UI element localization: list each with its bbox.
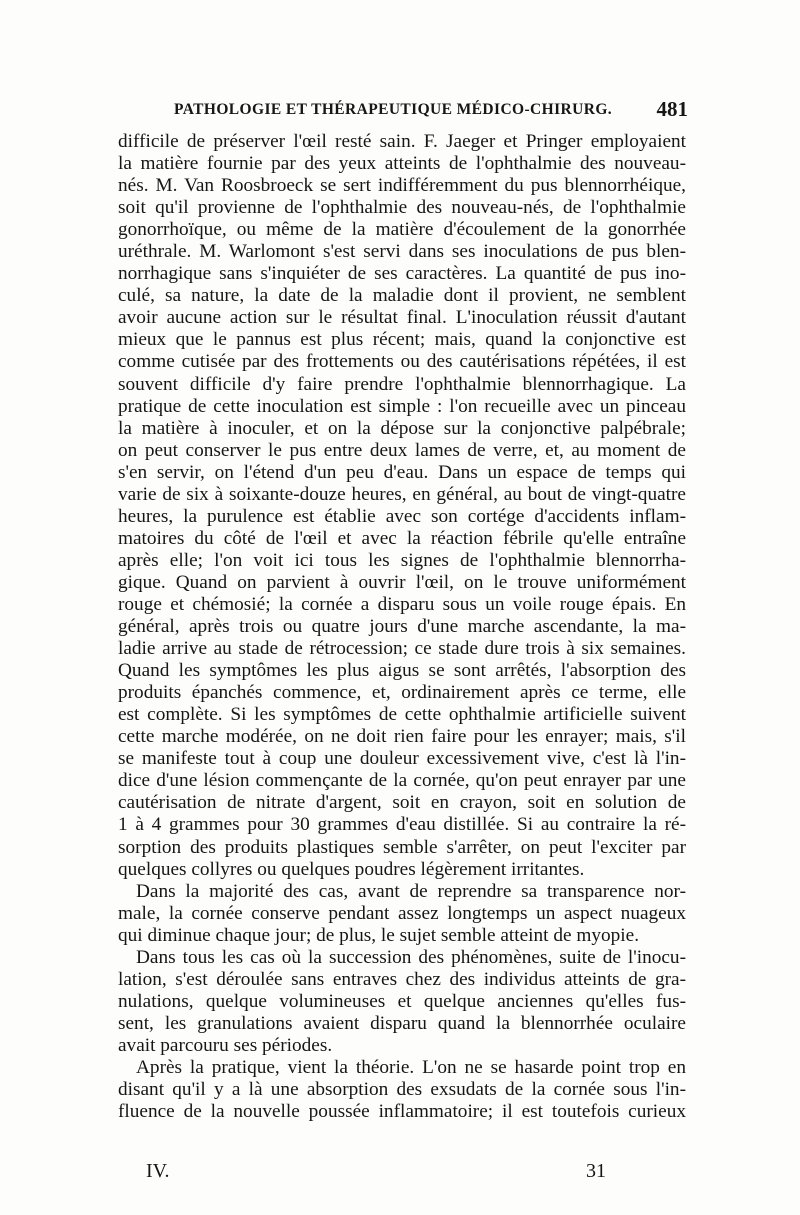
folio-number: 31 [586,1160,606,1182]
text-line: nés. M. Van Roosbroeck se sert indifféremment du pus blennorrhéique, [118,175,686,197]
text-line: varie de six à soixante-douze heures, en général, au bout de vingt-quatre [118,483,686,505]
text-line: ladie arrive au stade de rétrocession; ce stade dure trois à six semaines. [118,638,686,660]
text-line: cette marche modérée, on ne doit rien faire pour les enrayer; mais, s'il [118,726,686,748]
body-text [118,131,686,1123]
page-footer [146,1160,606,1190]
signature-mark: IV. [146,1160,170,1182]
text-line: pratique de cette inoculation est simple : l'on recueille avec un pinceau [118,395,686,417]
text-line: Dans tous les cas où la succession des phénomènes, suite de l'inocu- [136,946,686,968]
text-line: uréthrale. M. Warlomont s'est servi dans ses inoculations de pus blen- [118,241,686,263]
text-line: nulations, quelque volumineuses et quelque anciennes qu'elles fus- [118,990,686,1012]
text-line: on peut conserver le pus entre deux lames de verre, et, au moment de [118,439,686,461]
text-line: avait parcouru ses périodes. [118,1034,333,1056]
text-line: gonorrhoïque, ou même de la matière d'écoulement de la gonorrhée [118,219,686,241]
text-line: difficile de préserver l'œil resté sain. F. Jaeger et Pringer employaient [118,131,686,152]
text-line: général, après trois ou quatre jours d'une marche ascendante, la ma- [118,616,686,638]
text-line: Quand les symptômes les plus aigus se sont arrêtés, l'absorption des [118,660,686,682]
text-line: produits épanchés commence, et, ordinairement après ce terme, elle [118,682,686,704]
text-line: rouge et chémosié; la cornée a disparu sous un voile rouge épais. En [118,593,686,615]
text-line: avoir aucune action sur le résultat final. L'inoculation réussit d'autant [118,307,686,329]
text-line: la matière à inoculer, et on la dépose sur la conjonctive palpébrale; [118,417,686,439]
text-line: disant qu'il y a là une absorption des exsudats de la cornée sous l'in- [118,1079,686,1101]
text-line: dice d'une lésion commençante de la cornée, qu'on peut enrayer par une [118,770,686,792]
text-line: sorption des produits plastiques semble s'arrêter, on peut l'exciter par [118,836,686,858]
text-line: qui diminue chaque jour; de plus, le sujet semble atteint de myopie. [118,924,640,946]
text-line: sent, les granulations avaient disparu quand la blennorrhée oculaire [118,1012,686,1034]
text-line: fluence de la nouvelle poussée inflammatoire; il est toutefois curieux [118,1101,686,1123]
text-line: après elle; l'on voit ici tous les signes de l'ophthalmie blennorrha- [118,549,686,571]
text-line: quelques collyres ou quelques poudres légèrement irritantes. [118,858,585,880]
text-line: comme cutisée par des frottements ou des cautérisations répétées, il est [118,351,686,373]
text-line: Après la pratique, vient la théorie. L'on ne se hasarde point trop en [136,1056,686,1078]
text-line: la matière fournie par des yeux atteints de l'ophthalmie des nouveau- [118,153,686,175]
page-number: 481 [656,97,688,121]
running-title: PATHOLOGIE ET THÉRAPEUTIQUE MÉDICO-CHIRURG. [174,101,613,118]
text-line: soit qu'il provienne de l'ophthalmie des nouveau-nés, de l'ophthalmie [118,197,686,219]
text-line: norrhagique sans s'inquiéter de ses caractères. La quantité de pus ino- [118,263,686,285]
text-line: Dans la majorité des cas, avant de reprendre sa transparence nor- [136,880,686,902]
text-line: 1 à 4 grammes pour 30 grammes d'eau distillée. Si au contraire la ré- [118,814,686,836]
text-line: est complète. Si les symptômes de cette ophthalmie artificielle suivent [118,704,686,726]
text-line: culé, sa nature, la date de la maladie dont il provient, ne semblent [118,285,686,307]
text-line: mieux que le pannus est plus récent; mais, quand la conjonctive est [118,329,686,351]
text-line: matoires du côté de l'œil et avec la réaction fébrile qu'elle entraîne [118,527,686,549]
page-header [118,97,692,125]
text-line: s'en servir, on l'étend d'un peu d'eau. Dans un espace de temps qui [118,461,686,483]
text-line: lation, s'est déroulée sans entraves chez des individus atteints de gra- [118,968,686,990]
text-line: se manifeste tout à coup une douleur excessivement vive, c'est là l'in- [118,748,686,770]
text-line: male, la cornée conserve pendant assez longtemps un aspect nuageux [118,902,686,924]
text-line: gique. Quand on parvient à ouvrir l'œil, on le trouve uniformément [118,571,686,593]
text-line: souvent difficile d'y faire prendre l'ophthalmie blennorrhagique. La [118,373,686,395]
text-line: cautérisation de nitrate d'argent, soit en crayon, soit en solution de [118,792,686,814]
text-line: heures, la purulence est établie avec son cortége d'accidents inflam- [118,505,686,527]
